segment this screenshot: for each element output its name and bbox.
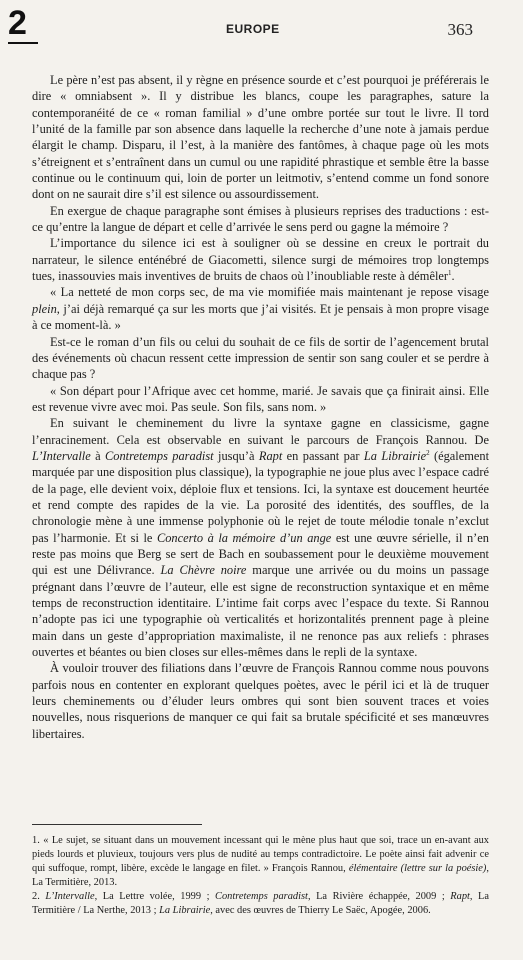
italic-title: La Librairie bbox=[363, 448, 427, 463]
italic-title: Concerto à la mémoire d’un ange bbox=[156, 530, 332, 545]
text-run: L’importance du silence ici est à souligner où se dessine en creux le portrait du narrateur, le silence enténébré de Giacometti, silence surgi de mémoires trop longtemps tues, inassouvies mais inventives de bruits de chaos où l’inoubliable reste à démêler bbox=[32, 236, 489, 284]
italic-title: La Chèvre noire bbox=[160, 563, 247, 578]
italic-title: Contretemps paradist bbox=[215, 891, 308, 902]
italic-title: Contretemps paradist bbox=[105, 448, 214, 463]
text-run: « La netteté de mon corps sec, de ma vie momifiée mais maintenant je repose visage bbox=[50, 285, 489, 300]
text-run: Le père n’est pas absent, il y règne en présence sourde et c’est pourquoi je préférerais le dire « omniabsent ». Il y distribue les blancs, coupe les paragraphes, sature la contemporanéité de ce « roman familial » d’une ombre portée sur tout le livre. Il tord l’unité de la famille par son absence dans laquelle la recherche d’une note à jamais perdue élargit le champ. Disparu, il l’est, à la manière des fantômes, à chaque page où les mots s’étreignent et s’entraînent dans un cumul ou une rapidité phrastique et semble être la basse continue ou le continuum qui, loin de porter un leitmotiv, s’entend comme un fond sonore dont on ne saurait dire s’il est silence ou assourdissement. bbox=[32, 73, 489, 202]
italic-title: La Librairie bbox=[159, 905, 211, 916]
text-run: jusqu’à bbox=[213, 448, 259, 463]
body-paragraph bbox=[32, 334, 489, 383]
italic-title: L’Intervalle bbox=[32, 448, 91, 463]
italic-title: Rapt bbox=[450, 891, 470, 902]
body-text bbox=[32, 72, 489, 742]
text-run: , j’ai déjà remarqué ça sur les morts que j’ai visités. Et je pensais à mon propre visage à ce moment-là. » bbox=[32, 301, 489, 333]
italic-title: élémentaire (lettre sur la poésie) bbox=[348, 863, 487, 874]
text-run: En suivant le cheminement du livre la syntaxe gagne en classicisme, gagne l’enracinement. Cela est observable en suivant le parcours de François Rannou. De bbox=[32, 416, 489, 447]
text-run: en passant par bbox=[282, 448, 364, 463]
text-run: À vouloir trouver des filiations dans l’œuvre de François Rannou comme nous pouvons parfois nous en contenter en explorant quelques poètes, avec le péril ici et là de truquer leurs cheminements ou d’éluder leurs ombres qui sont bien souvent traces et voies nouvelles, nous risquerions de manquer ce qui fait sa brutale spécificité et ses manœuvres libertaires. bbox=[32, 661, 489, 741]
footnote-ref: 1 bbox=[448, 269, 452, 277]
italic-title: Rapt bbox=[258, 448, 283, 463]
text-run: 2. bbox=[32, 891, 46, 902]
footnote bbox=[32, 834, 489, 890]
footnotes bbox=[32, 834, 489, 918]
footnote-ref: 2 bbox=[426, 448, 430, 457]
body-paragraph bbox=[32, 415, 489, 660]
body-paragraph bbox=[32, 660, 489, 742]
text-run: , La Termitière / La Nerthe, 2013 ; bbox=[32, 891, 490, 916]
body-paragraph bbox=[32, 284, 489, 333]
body-paragraph bbox=[32, 383, 489, 416]
text-run: En exergue de chaque paragraphe sont émises à plusieurs reprises des traductions : est-ce qu’entre la langue de départ et celle d’arrivée le sens perd ou gagne la mémoire ? bbox=[32, 203, 489, 235]
page-header bbox=[0, 0, 523, 50]
text-run: (également marquée par une disposition plus classique), la typographie ne joue plus avec l’espace cadré de la page, elle devient voix, déploie flux et tensions. Ici, la syntaxe est doucement heurtée et rend compte des rapides de la vie. La porosité des identités, des souffles, de la chronologie mène à une immense polyphonie où le rejet de toute mélodie tonale n’exclut pas l’harmonie. Et si le bbox=[32, 448, 490, 545]
text-run: « Son départ pour l’Afrique avec cet homme, marié. Je savais que ça finirait ainsi. Elle est revenue vivre avec moi. Pas seule. Son fils, sans nom. » bbox=[32, 383, 489, 414]
body-paragraph bbox=[32, 203, 489, 236]
body-paragraph bbox=[32, 72, 489, 203]
text-run: , La Lettre volée, 1999 ; bbox=[94, 891, 216, 902]
italic-title: L’Intervalle bbox=[45, 891, 95, 902]
italic-title: plein bbox=[32, 301, 57, 316]
chapter-number-underline bbox=[8, 42, 38, 44]
text-run: 1. « Le sujet, se situant dans un mouvement incessant qui le mène plus haut que soi, trace un en-avant aux pieds lourds et pluvieux, toujours vers plus de nudité au temps contradictoire. Le poète ainsi fait advenir ce qui suffoque, rompt, libère, excède le langage en filet. » François Rannou, bbox=[32, 835, 489, 874]
section-title: EUROPE bbox=[226, 22, 280, 36]
text-run: marque une arrivée ou du moins un passage prégnant dans l’œuvre de l’auteur, elle est signe de reconstruction syntaxique et en même temps de reconstruction identitaire. L’intime fait corps avec l’espace du texte. Si Rannou n’adopte pas ici une typographie où verticalités et horizontalités prennent page à pleine main dans un geste d’appropriation maximaliste, il ne renonce pas aux reliefs : phrases ouvertes et béantes ou bien closes sur elles-mêmes dans le repli de la syntaxe. bbox=[32, 563, 489, 660]
text-run: . bbox=[451, 269, 455, 284]
text-run: , La Rivière échappée, 2009 ; bbox=[307, 891, 451, 902]
text-run: , La Termitière, 2013. bbox=[32, 863, 489, 888]
body-paragraph bbox=[32, 235, 489, 284]
text-run: à bbox=[90, 448, 106, 463]
text-run: Est-ce le roman d’un fils ou celui du souhait de ce fils de sortir de l’agencement brutal des événements où chacun ressent cette impression de sentir son sang couler et se perdre à chaque pas ? bbox=[32, 334, 489, 382]
footnote bbox=[32, 890, 489, 918]
page-number: 363 bbox=[447, 20, 473, 39]
text-run: , avec des œuvres de Thierry Le Saëc, Apogée, 2006. bbox=[210, 905, 431, 916]
chapter-number: 2 bbox=[8, 4, 27, 42]
text-run: est une œuvre sérielle, il n’en reste pas moins que Berg se sert de Bach en soubassement pour le deuxième mouvement qui est une Délivrance. bbox=[32, 530, 489, 578]
footnote-separator bbox=[32, 824, 202, 825]
